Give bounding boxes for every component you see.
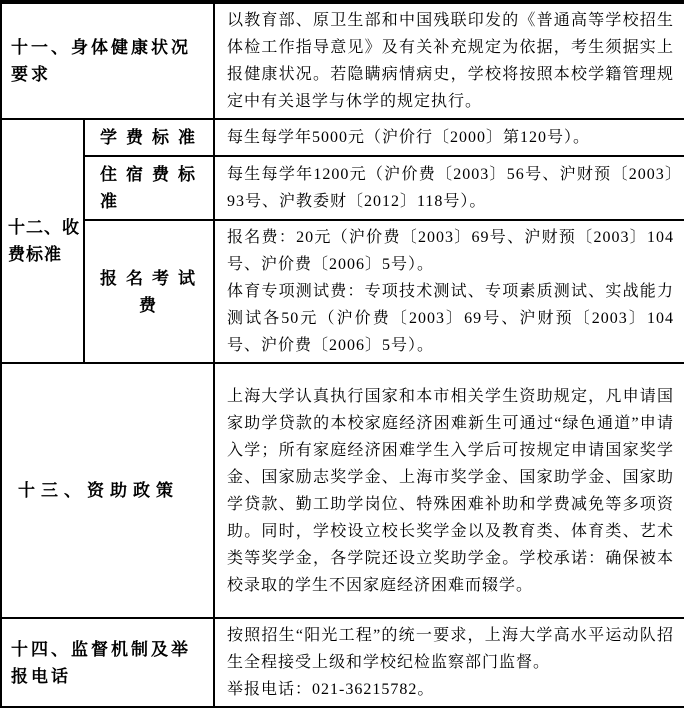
supervision-row-content [214, 618, 684, 707]
report-phone-paragraph: 举报电话：021-36215782。 [227, 681, 435, 698]
supervision-row-label: 十四、监督机制及举报电话 [1, 618, 214, 707]
row-fees-tuition [1, 119, 684, 156]
tuition-sublabel: 学费标准 [84, 119, 214, 156]
row-financial-aid [1, 363, 684, 618]
health-row-content: 以教育部、原卫生部和中国残联印发的《普通高等学校招生体检工作指导意见》及有关补充规定为依据，考生须据实上报健康状况。若隐瞒病情病史，学校将按照本校学籍管理规定中有关退学与休学的规定执行。 [214, 3, 684, 119]
row-fees-accommodation [1, 156, 684, 220]
aid-row-label: 十三、资助政策 [1, 363, 214, 618]
tuition-content: 每生每学年5000元（沪价行〔2000〕第120号）。 [214, 119, 684, 156]
supervision-paragraph: 按照招生“阳光工程”的统一要求，上海大学高水平运动队招生全程接受上级和学校纪检监察部门监督。 [227, 627, 674, 671]
row-health-requirements [1, 3, 684, 119]
row-supervision [1, 618, 684, 707]
exam-fee-content [214, 220, 684, 363]
health-row-label: 十一、身体健康状况要求 [1, 3, 214, 119]
accommodation-sublabel: 住宿费标准 [84, 156, 214, 220]
aid-row-content: 上海大学认真执行国家和本市相关学生资助规定，凡申请国家助学贷款的本校家庭经济困难新生可通过“绿色通道”申请入学；所有家庭经济困难学生入学后可按规定申请国家奖学金、国家励志奖学金、上海市奖学金、国家助学金、国家助学贷款、勤工助学岗位、特殊困难补助和学费减免等多项资助。同时，学校设立校长奖学金以及教育类、体育类、艺术类等奖学金，各学院还设立奖助学金。学校承诺：确保被本校录取的学生不因家庭经济困难而辍学。 [214, 363, 684, 618]
exam-fee-paragraph-sports-test: 体育专项测试费：专项技术测试、专项素质测试、实战能力测试各50元（沪价费〔2003〕69号、沪财预〔2003〕104号、沪价费〔2006〕5号）。 [227, 283, 674, 354]
row-fees-exam [1, 220, 684, 363]
accommodation-content: 每生每学年1200元（沪价费〔2003〕56号、沪财预〔2003〕93号、沪教委财〔2012〕118号）。 [214, 156, 684, 220]
fees-row-label: 十二、收费标准 [1, 119, 84, 363]
exam-fee-paragraph-registration: 报名费：20元（沪价费〔2003〕69号、沪财预〔2003〕104号、沪价费〔2006〕5号）。 [227, 229, 674, 273]
exam-fee-sublabel: 报名考试费 [84, 220, 214, 363]
